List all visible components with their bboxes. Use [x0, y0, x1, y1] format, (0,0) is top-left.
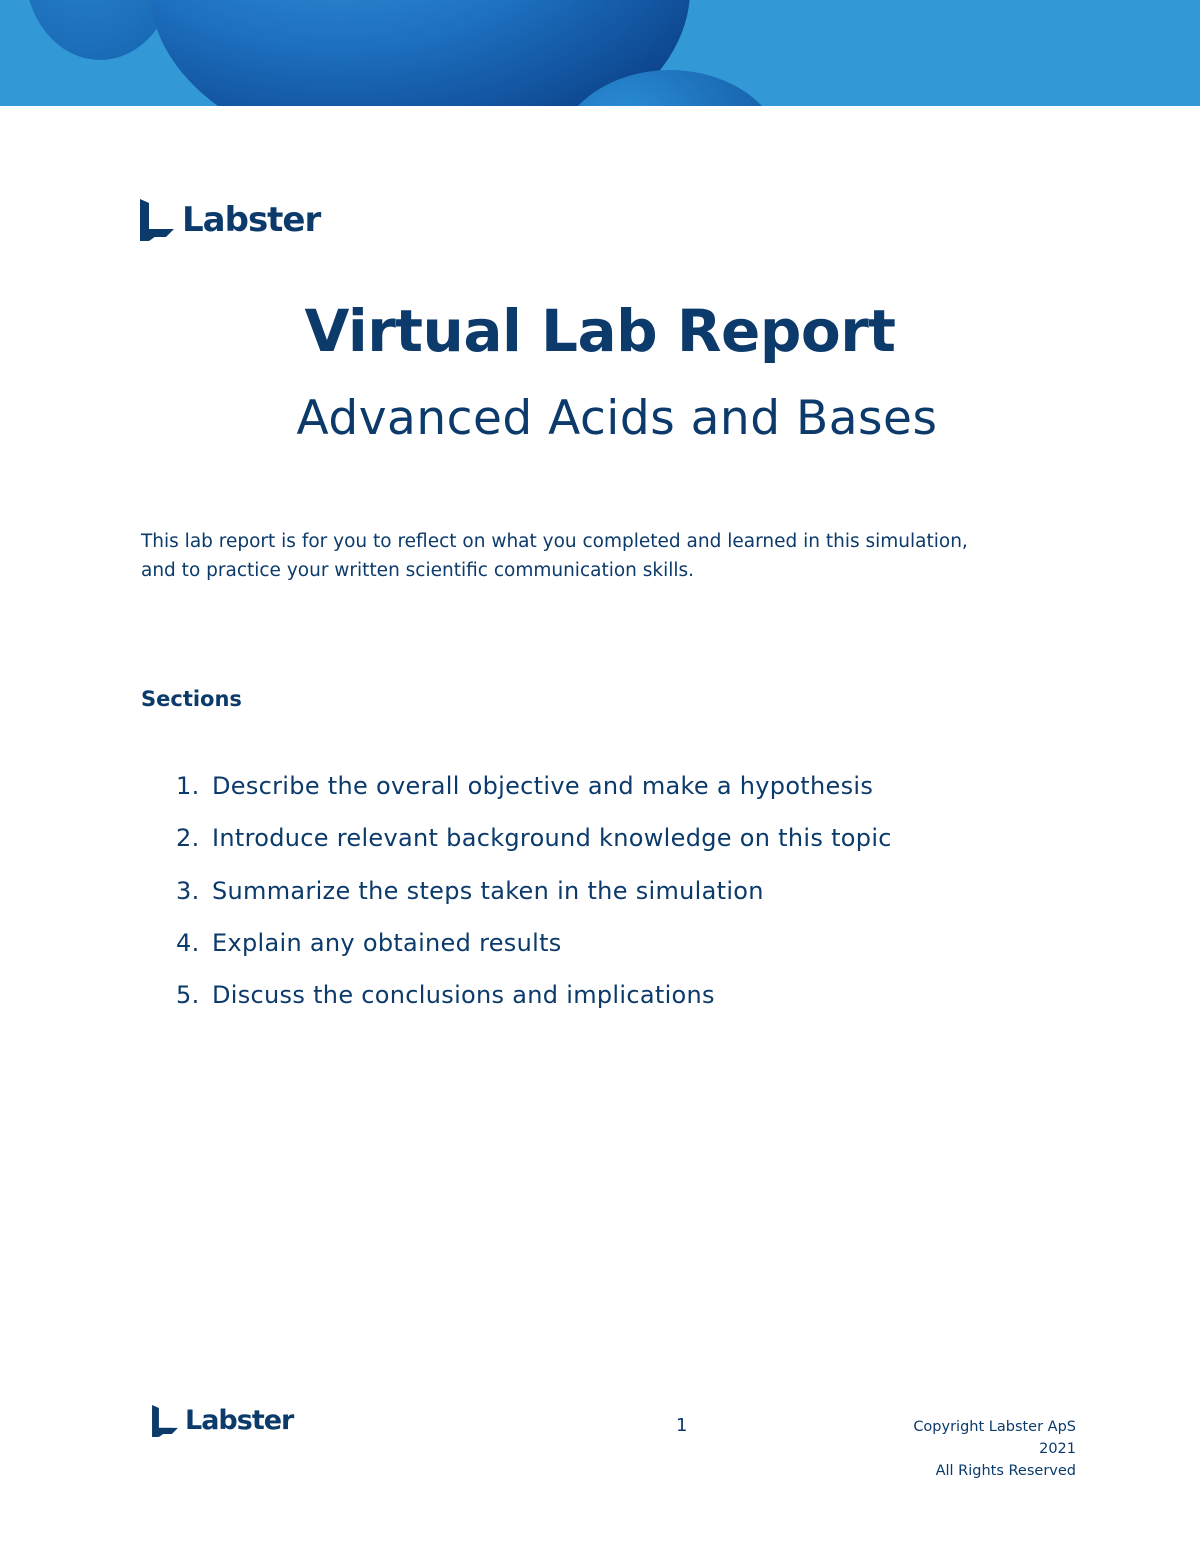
report-title: Virtual Lab Report: [304, 297, 896, 365]
sections-list: [176, 767, 892, 1028]
intro-paragraph: [141, 527, 1131, 585]
labster-logo-icon: [152, 1405, 178, 1437]
labster-logo-wordmark: Labster: [185, 1405, 294, 1436]
list-item-text: Discuss the conclusions and implications: [212, 981, 715, 1010]
copyright-rights: All Rights Reserved: [935, 1463, 1076, 1479]
labster-logo-wordmark: Labster: [182, 200, 321, 240]
list-item-text: Explain any obtained results: [212, 928, 562, 957]
labster-logo-footer: [152, 1405, 293, 1437]
list-item: [176, 976, 892, 1028]
list-item-number: 2.: [176, 824, 200, 853]
intro-line: This lab report is for you to reflect on what you completed and learned in this simulation,: [141, 531, 968, 552]
list-item: [176, 872, 892, 924]
list-item-text: Describe the overall objective and make a hypothesis: [212, 772, 874, 800]
intro-line: and to practice your written scientific communication skills.: [141, 560, 695, 581]
list-item-number: 3.: [176, 876, 200, 905]
copyright-notice: [840, 1416, 1076, 1482]
list-item-number: 4.: [176, 928, 200, 957]
labster-logo-top: [140, 199, 320, 241]
list-item-number: 5.: [176, 981, 200, 1010]
report-subtitle: Advanced Acids and Bases: [296, 391, 938, 446]
banner-bubbles-graphic: [0, 0, 1200, 106]
list-item-number: 1.: [176, 772, 200, 800]
list-item: [176, 924, 892, 976]
list-item: [176, 819, 892, 871]
copyright-year: 2021: [1039, 1441, 1076, 1457]
sections-heading: Sections: [141, 687, 242, 711]
page-number: 1: [676, 1415, 688, 1436]
list-item-text: Introduce relevant background knowledge on this topic: [212, 824, 892, 853]
list-item: [176, 767, 892, 819]
list-item-text: Summarize the steps taken in the simulation: [212, 876, 764, 905]
header-banner: [0, 0, 1200, 106]
copyright-line: Copyright Labster ApS: [913, 1419, 1076, 1435]
labster-logo-icon: [140, 199, 174, 241]
